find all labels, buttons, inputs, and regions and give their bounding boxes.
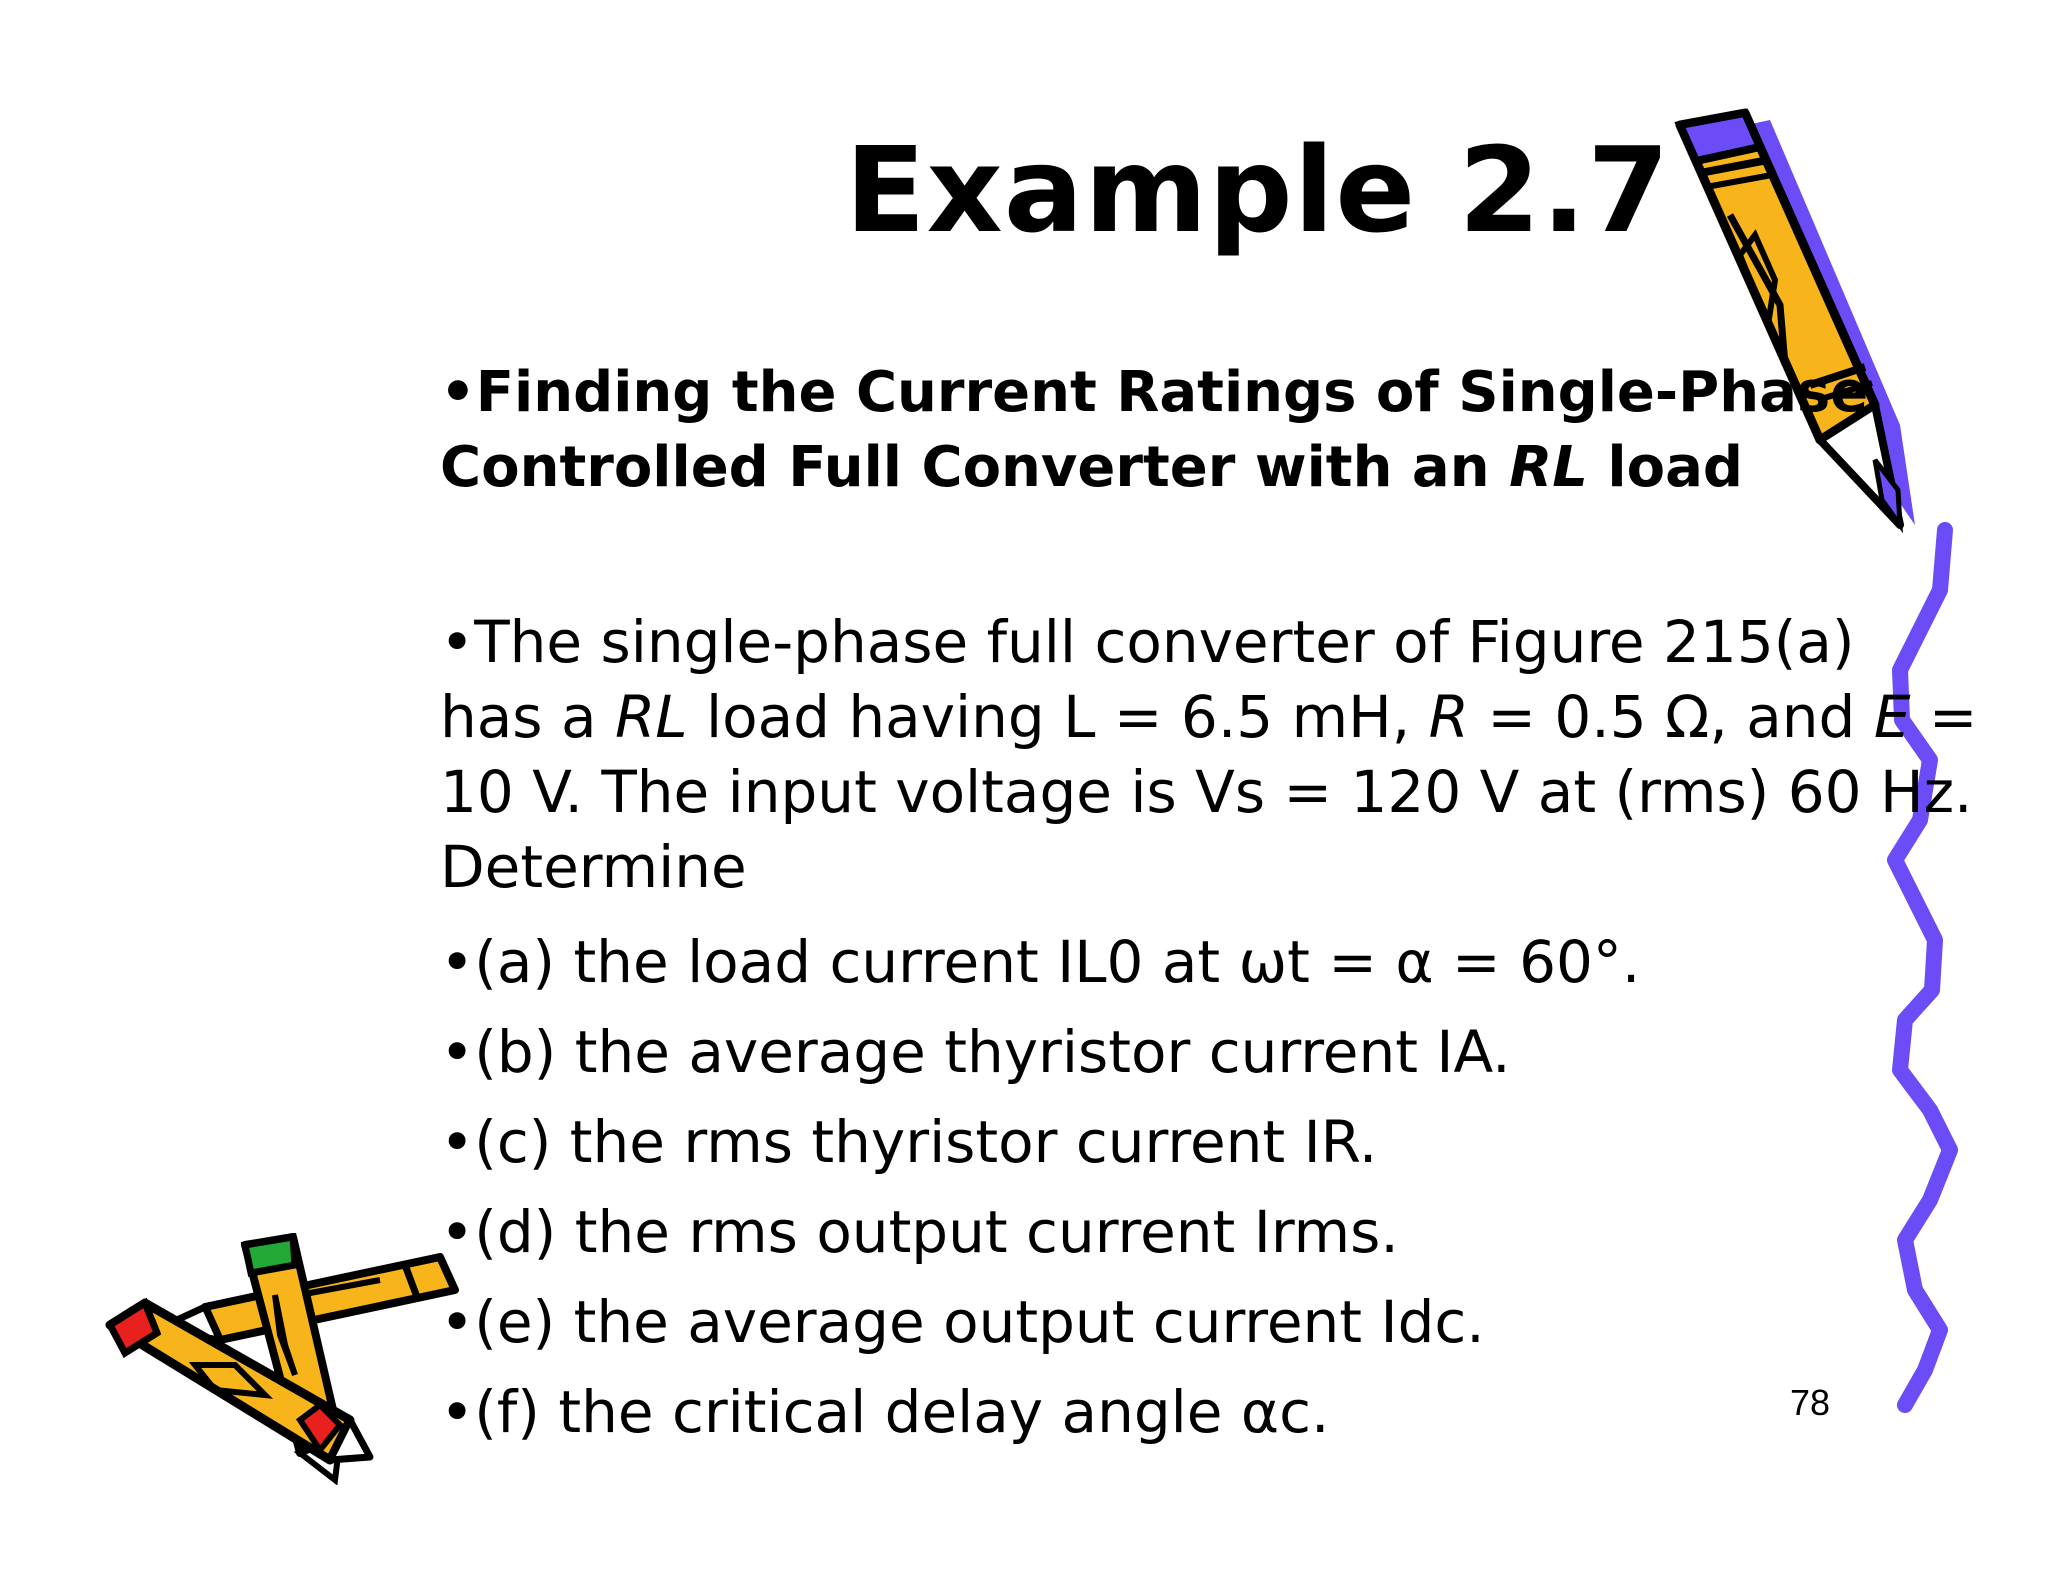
topic-line-2 (440, 430, 1920, 505)
topic-text: load (1587, 435, 1743, 500)
bullet-mark: • (440, 360, 476, 425)
problem-italic-text: E (1873, 683, 1911, 751)
list-item: •(a) the load current IL0 at ωt = α = 60°. (440, 928, 1641, 996)
topic-text: Controlled Full Converter with an (440, 435, 1510, 500)
list-item: •(b) the average thyristor current IA. (440, 1018, 1511, 1086)
list-item: •(c) the rms thyristor current IR. (440, 1108, 1378, 1176)
topic-bullet (440, 355, 1920, 505)
problem-line-4: Determine (440, 833, 747, 901)
problem-line-1 (440, 605, 1980, 680)
problem-line-3: 10 V. The input voltage is Vs = 120 V at (rms) 60 Hz. (440, 758, 1973, 826)
problem-text: = (1910, 683, 1978, 751)
problem-italic-text: R (1428, 683, 1469, 751)
crossed-pencils-icon (95, 1225, 475, 1485)
problem-line-2 (440, 680, 1980, 755)
topic-line-1 (440, 355, 1920, 430)
problem-italic-text: RL (614, 683, 688, 751)
slide-title: Example 2.7 (845, 121, 1671, 259)
problem-statement (440, 605, 1980, 905)
topic-italic-text: RL (1509, 435, 1588, 500)
problem-text: The single-phase full converter of Figure 215(a) (474, 608, 1855, 676)
problem-text: has a (440, 683, 615, 751)
list-item: •(f) the critical delay angle αc. (440, 1378, 1330, 1446)
problem-text: load having L = 6.5 mH, (687, 683, 1429, 751)
topic-text: Finding the Current Ratings of Single-Phase (475, 360, 1869, 425)
bullet-mark: • (440, 608, 475, 676)
problem-text: = 0.5 Ω, and (1468, 683, 1874, 751)
list-item: •(d) the rms output current Irms. (440, 1198, 1399, 1266)
list-item: •(e) the average output current Idc. (440, 1288, 1485, 1356)
page-number: 78 (1790, 1382, 1831, 1423)
